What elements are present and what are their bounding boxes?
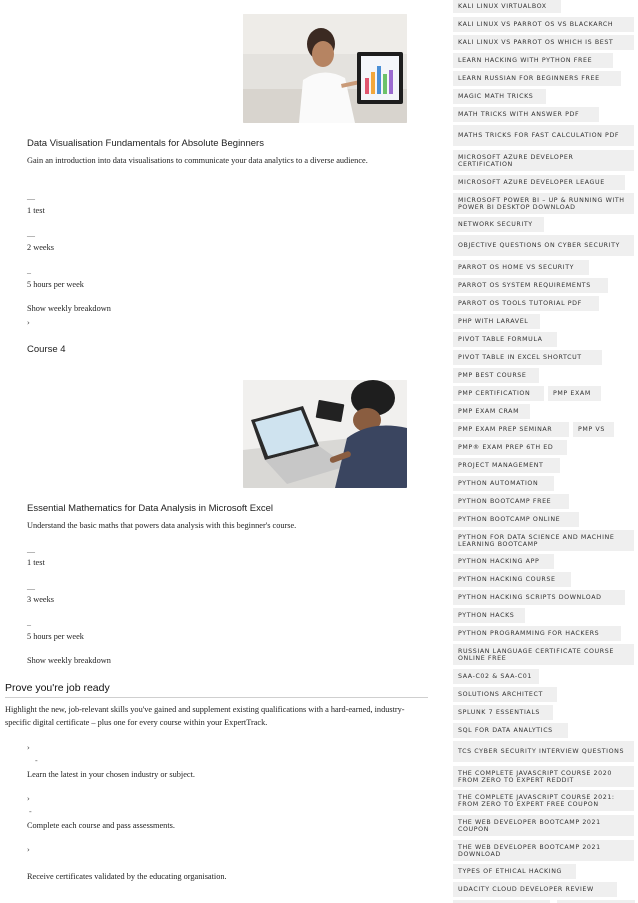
tag-link[interactable]: PARROT OS TOOLS TUTORIAL PDF xyxy=(453,296,599,311)
tag-link[interactable]: MAGIC MATH TRICKS xyxy=(453,89,546,104)
tag-link[interactable]: RUSSIAN LANGUAGE CERTIFICATE COURSE ONLINE FREE xyxy=(453,644,634,665)
step-text: Learn the latest in your chosen industry or subject. xyxy=(27,770,195,779)
separator: — xyxy=(27,231,35,240)
tag-link[interactable]: KALI LINUX VS PARROT OS WHICH IS BEST xyxy=(453,35,634,50)
tag-link[interactable]: MICROSOFT POWER BI – UP & RUNNING WITH POWER BI DESKTOP DOWNLOAD xyxy=(453,193,634,214)
tag-link[interactable]: PMP VS xyxy=(573,422,614,437)
course-effort: 5 hours per week xyxy=(27,280,84,289)
tag-link[interactable]: KALI LINUX VS PARROT OS VS BLACKARCH xyxy=(453,17,634,32)
tag-link[interactable]: KALI LINUX VIRTUALBOX xyxy=(453,0,561,13)
course-label: Course 4 xyxy=(27,344,66,355)
tag-link[interactable]: PMP EXAM xyxy=(548,386,601,401)
chevron-right-icon[interactable]: › xyxy=(27,744,30,752)
test-count: 1 test xyxy=(27,206,45,215)
tag-link[interactable]: LEARN HACKING WITH PYTHON FREE xyxy=(453,53,613,68)
separator: — xyxy=(27,194,35,203)
section-heading-job-ready: Prove you're job ready xyxy=(5,682,110,694)
tag-link[interactable]: PYTHON AUTOMATION xyxy=(453,476,554,491)
test-count: 1 test xyxy=(27,558,45,567)
heading-divider xyxy=(5,697,428,698)
course-title[interactable]: Essential Mathematics for Data Analysis in Microsoft Excel xyxy=(27,503,274,514)
tag-link[interactable]: MICROSOFT AZURE DEVELOPER LEAGUE xyxy=(453,175,625,190)
separator: - xyxy=(35,756,38,765)
tag-link[interactable]: PYTHON HACKING COURSE xyxy=(453,572,571,587)
course-effort: 5 hours per week xyxy=(27,632,84,641)
tag-link[interactable]: PYTHON BOOTCAMP ONLINE xyxy=(453,512,579,527)
tag-link[interactable]: TCS CYBER SECURITY INTERVIEW QUESTIONS xyxy=(453,741,634,762)
separator: – xyxy=(27,620,31,629)
chevron-right-icon[interactable]: › xyxy=(27,319,30,327)
course-duration: 3 weeks xyxy=(27,595,54,604)
tag-link[interactable]: MATHS TRICKS FOR FAST CALCULATION PDF xyxy=(453,125,634,146)
tag-link[interactable]: UDACITY CLOUD DEVELOPER REVIEW xyxy=(453,882,617,897)
course-description: Gain an introduction into data visualisations to communicate your data analytics to a diverse audience. xyxy=(27,156,368,165)
tag-link[interactable]: MICROSOFT AZURE DEVELOPER CERTIFICATION xyxy=(453,150,634,171)
tag-link[interactable]: PYTHON FOR DATA SCIENCE AND MACHINE LEARNING BOOTCAMP xyxy=(453,530,634,551)
tag-link[interactable]: THE COMPLETE JAVASCRIPT COURSE 2021: FROM ZERO TO EXPERT FREE COUPON xyxy=(453,790,634,811)
step-text: Receive certificates validated by the educating organisation. xyxy=(27,872,227,881)
separator: — xyxy=(27,584,35,593)
course-image-excel-maths xyxy=(243,380,407,488)
course-duration: 2 weeks xyxy=(27,243,54,252)
tag-link[interactable]: PROJECT MANAGEMENT xyxy=(453,458,560,473)
tag-link[interactable]: PARROT OS HOME VS SECURITY xyxy=(453,260,589,275)
chevron-right-icon[interactable]: › xyxy=(27,846,30,854)
tag-link[interactable]: THE WEB DEVELOPER BOOTCAMP 2021 DOWNLOAD xyxy=(453,840,634,861)
tag-link[interactable]: MATH TRICKS WITH ANSWER PDF xyxy=(453,107,599,122)
show-weekly-breakdown-link[interactable]: Show weekly breakdown xyxy=(27,304,111,313)
tag-link[interactable]: NETWORK SECURITY xyxy=(453,217,544,232)
tag-link[interactable]: TYPES OF ETHICAL HACKING xyxy=(453,864,576,879)
separator: — xyxy=(27,547,35,556)
separator: – xyxy=(27,268,31,277)
tag-link[interactable]: SOLUTIONS ARCHITECT xyxy=(453,687,557,702)
tag-link[interactable]: OBJECTIVE QUESTIONS ON CYBER SECURITY xyxy=(453,235,634,256)
show-weekly-breakdown-link[interactable]: Show weekly breakdown xyxy=(27,656,111,665)
tag-link[interactable]: PIVOT TABLE IN EXCEL SHORTCUT xyxy=(453,350,602,365)
tag-link[interactable]: PIVOT TABLE FORMULA xyxy=(453,332,557,347)
tag-link[interactable]: SPLUNK 7 ESSENTIALS xyxy=(453,705,553,720)
tag-link[interactable]: THE WEB DEVELOPER BOOTCAMP 2021 COUPON xyxy=(453,815,634,836)
job-ready-intro: Highlight the new, job-relevant skills you've gained and supplement existing qualifications with a hard-earned, industry-specific digital certificate – plus one for every course within your ExpertTrack. xyxy=(5,705,405,727)
tag-link[interactable]: PMP EXAM PREP SEMINAR xyxy=(453,422,569,437)
tag-link[interactable]: SQL FOR DATA ANALYTICS xyxy=(453,723,568,738)
tag-link[interactable]: LEARN RUSSIAN FOR BEGINNERS FREE xyxy=(453,71,621,86)
tag-link[interactable]: PMP EXAM CRAM xyxy=(453,404,530,419)
tag-link[interactable]: PMP BEST COURSE xyxy=(453,368,539,383)
tag-link[interactable]: PYTHON HACKING SCRIPTS DOWNLOAD xyxy=(453,590,625,605)
chevron-right-icon[interactable]: › xyxy=(27,795,30,803)
course-description: Understand the basic maths that powers data analysis with this beginner's course. xyxy=(27,521,297,530)
tag-link[interactable]: PMP CERTIFICATION xyxy=(453,386,544,401)
course-title[interactable]: Data Visualisation Fundamentals for Absolute Beginners xyxy=(27,138,264,149)
tag-link[interactable]: PMP® EXAM PREP 6TH ED xyxy=(453,440,567,455)
tag-link[interactable]: PYTHON HACKING APP xyxy=(453,554,554,569)
tag-link[interactable]: SAA-C02 & SAA-C01 xyxy=(453,669,539,684)
tag-link[interactable]: PHP WITH LARAVEL xyxy=(453,314,540,329)
course-image-data-visualisation xyxy=(243,14,407,123)
tag-link[interactable]: PYTHON BOOTCAMP FREE xyxy=(453,494,569,509)
tag-link[interactable]: PARROT OS SYSTEM REQUIREMENTS xyxy=(453,278,608,293)
separator: - xyxy=(29,807,32,816)
tag-link[interactable]: PYTHON HACKS xyxy=(453,608,525,623)
tag-link[interactable]: PYTHON PROGRAMMING FOR HACKERS xyxy=(453,626,621,641)
step-text: Complete each course and pass assessments. xyxy=(27,821,175,830)
tag-link[interactable]: THE COMPLETE JAVASCRIPT COURSE 2020 FROM ZERO TO EXPERT REDDIT xyxy=(453,766,634,787)
